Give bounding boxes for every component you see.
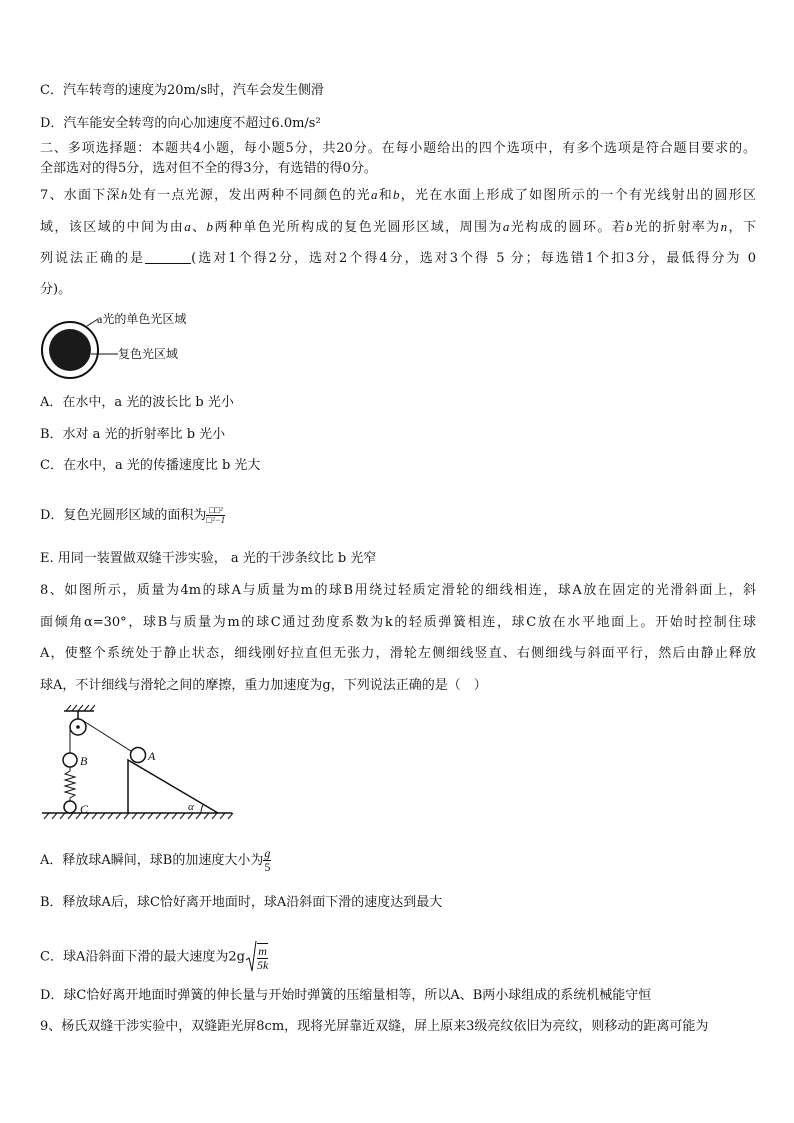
- label-ball-a: A: [148, 749, 156, 763]
- q8-stem-line1: 8、如图所示，质量为4m的球A与质量为m的球B用绕过轻质定滑轮的细线相连，球A放在固定的光滑斜面上，斜: [40, 583, 756, 598]
- ball-c: [64, 801, 76, 813]
- q7-light-circle-figure: [40, 310, 260, 385]
- label-angle-alpha: α: [188, 801, 194, 813]
- q7-option-e: E. 用同一装置做双缝干涉实验， a 光的干涉条纹比 b 光窄: [40, 551, 377, 566]
- q8-option-d: D．球C恰好离开地面时弹簧的伸长量与开始时弹簧的压缩量相等，所以A、B两小球组成的系统机械能守恒: [40, 988, 652, 1003]
- q8-option-a: A．释放球A瞬间，球B的加速度大小为 $\frac{g}{5}$: [40, 846, 271, 874]
- q8-stem-line2: 面倾角α=30°，球B与质量为m的球C通过劲度系数为k的轻质弹簧相连，球C放在水平地面上。开始时控制住球: [40, 615, 756, 630]
- q7-option-c: C．在水中，a 光的传播速度比 b 光大: [40, 458, 261, 473]
- q6-option-c: C．汽车转弯的速度为20m/s时，汽车会发生侧滑: [40, 83, 324, 98]
- label-a-light-region: a光的单色光区域: [97, 312, 187, 326]
- q7-stem-line1: 7、水面下深h处有一点光源，发出两种不同颜色的光a和b，光在水面上形成了如图所示的一个有光线射出的圆形区: [40, 187, 756, 203]
- sqrt-expression: $\frac{m}{5k}$: [245, 940, 268, 974]
- label-ball-c: C: [80, 802, 89, 816]
- area-fraction: $\frac{\text{□□²}}{\text{□²−1}}$: [206, 505, 226, 525]
- q7-option-a: A．在水中，a 光的波长比 b 光小: [40, 395, 234, 410]
- label-ball-b: B: [80, 754, 88, 768]
- ball-b: [63, 753, 77, 767]
- q8-stem-line3: A，使整个系统处于静止状态，细线刚好拉直但无张力，滑轮左侧细线竖直、右侧细线与斜面平行，然后由静止释放: [40, 646, 756, 661]
- spring: [65, 767, 75, 801]
- q8-stem-line4: 球A，不计细线与滑轮之间的摩擦，重力加速度为g，下列说法正确的是（ ）: [40, 678, 487, 693]
- q7-stem-line2: 域，该区域的中间为由a、b两种单色光所构成的复色光圆形区域，周围为a光构成的圆环。若b光的折射率为n，下: [40, 219, 756, 235]
- q6-option-d: D．汽车能安全转弯的向心加速度不超过6.0m/s²: [40, 116, 321, 131]
- ball-a: [131, 748, 146, 763]
- q7-stem-line3: 列说法正确的是 (选对1个得2分，选对2个得4分，选对3个得 5 分；每选错1个扣3分，最低得分为 0: [40, 251, 756, 266]
- q7-option-b: B．水对 a 光的折射率比 b 光小: [40, 427, 226, 442]
- q7-option-d: D．复色光圆形区域的面积为 $\frac{\text{□□²}}{\text{□²−1}}$: [40, 505, 226, 525]
- sqrt-sign-icon: [245, 940, 257, 974]
- incline: [128, 760, 218, 813]
- q8-option-c: C．球A沿斜面下滑的最大速度为2g $\frac{m}{5k}$: [40, 940, 268, 974]
- q8-incline-pulley-figure: [38, 703, 238, 823]
- label-mixed-light-region: 复色光区域: [118, 347, 179, 361]
- q9-stem-line1: 9、杨氏双缝干涉实验中，双缝距光屏8cm，现将光屏靠近双缝，屏上原来3级亮纹依旧为亮纹，则移动的距离可能为: [40, 1019, 709, 1034]
- answer-blank: [145, 251, 191, 264]
- q8-option-b: B．释放球A后，球C恰好离开地面时，球A沿斜面下滑的速度达到最大: [40, 895, 443, 910]
- q7-stem-line4: 分)。: [40, 282, 72, 297]
- inner-disk-mixed-light: [49, 329, 91, 371]
- section2-instructions-line2: 全部选对的得5分，选对但不全的得3分，有选错的得0分。: [40, 161, 377, 176]
- acceleration-fraction: $\frac{g}{5}$: [264, 846, 271, 874]
- section2-instructions-line1: 二、多项选择题：本题共4小题，每小题5分，共20分。在每小题给出的四个选项中，有多个选项是符合题目要求的。: [40, 141, 756, 156]
